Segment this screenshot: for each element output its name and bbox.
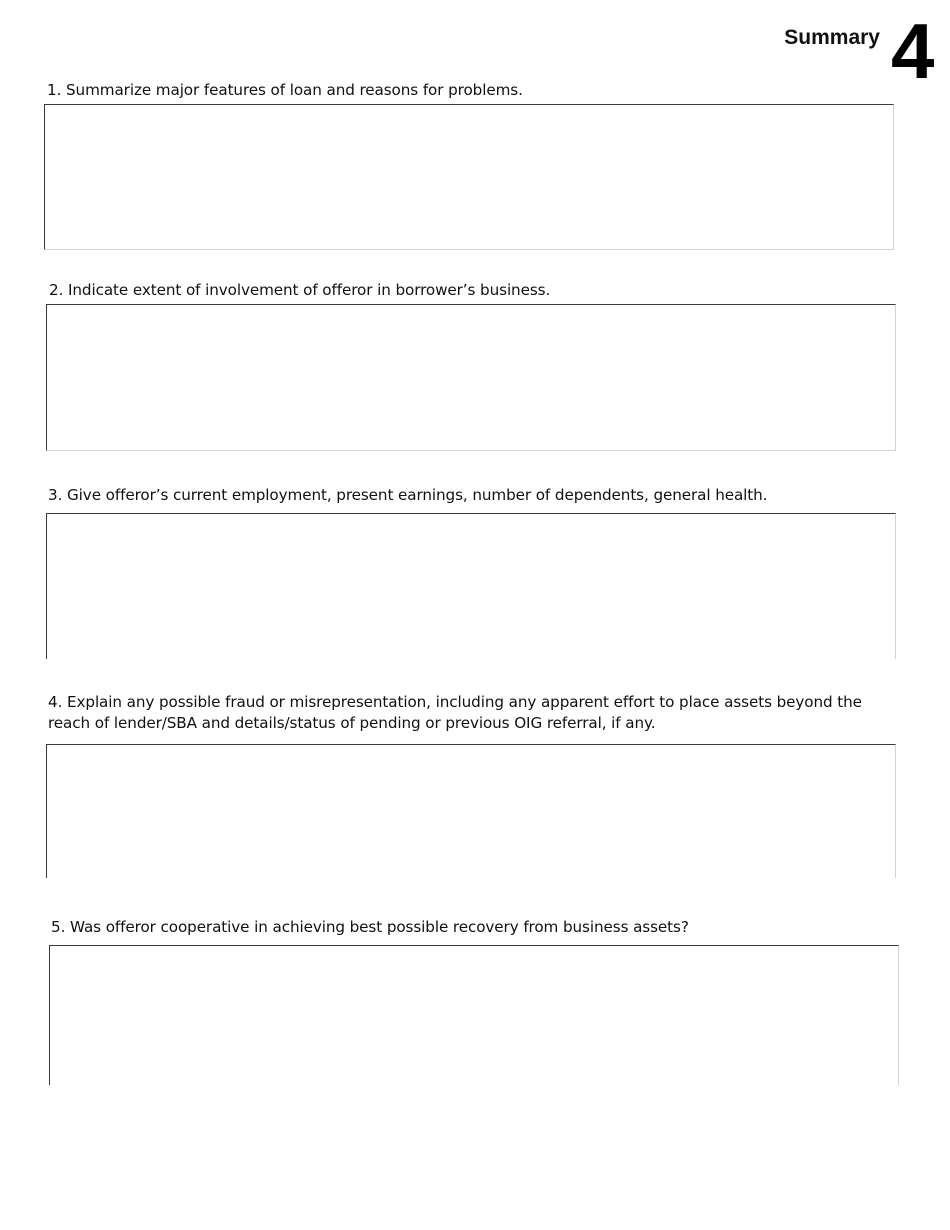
- section-title: Summary: [784, 26, 880, 49]
- question-2-label: 2. Indicate extent of involvement of offeror in borrower’s business.: [49, 281, 551, 299]
- question-4-label-line-2: reach of lender/SBA and details/status of pending or previous OIG referral, if any.: [48, 714, 656, 732]
- question-5-label: 5. Was offeror cooperative in achieving best possible recovery from business assets?: [51, 918, 689, 936]
- question-3-answer-field[interactable]: [47, 514, 895, 659]
- question-2-answer-box[interactable]: [46, 304, 896, 451]
- question-5-answer-field[interactable]: [50, 946, 898, 1085]
- question-1-answer-box[interactable]: [44, 104, 894, 250]
- question-3-label: 3. Give offeror’s current employment, present earnings, number of dependents, general health.: [48, 486, 768, 504]
- question-1-answer-field[interactable]: [45, 105, 893, 249]
- question-4-answer-box[interactable]: [46, 744, 896, 878]
- question-4-label: [48, 692, 862, 734]
- question-4-answer-field[interactable]: [47, 745, 895, 878]
- question-4-label-line-1: 4. Explain any possible fraud or misrepresentation, including any apparent effort to place assets beyond the: [48, 693, 862, 711]
- question-5-answer-box[interactable]: [49, 945, 899, 1085]
- question-3-answer-box[interactable]: [46, 513, 896, 659]
- question-2-answer-field[interactable]: [47, 305, 895, 450]
- question-1-label: 1. Summarize major features of loan and reasons for problems.: [47, 81, 523, 99]
- section-number: 4: [891, 7, 935, 95]
